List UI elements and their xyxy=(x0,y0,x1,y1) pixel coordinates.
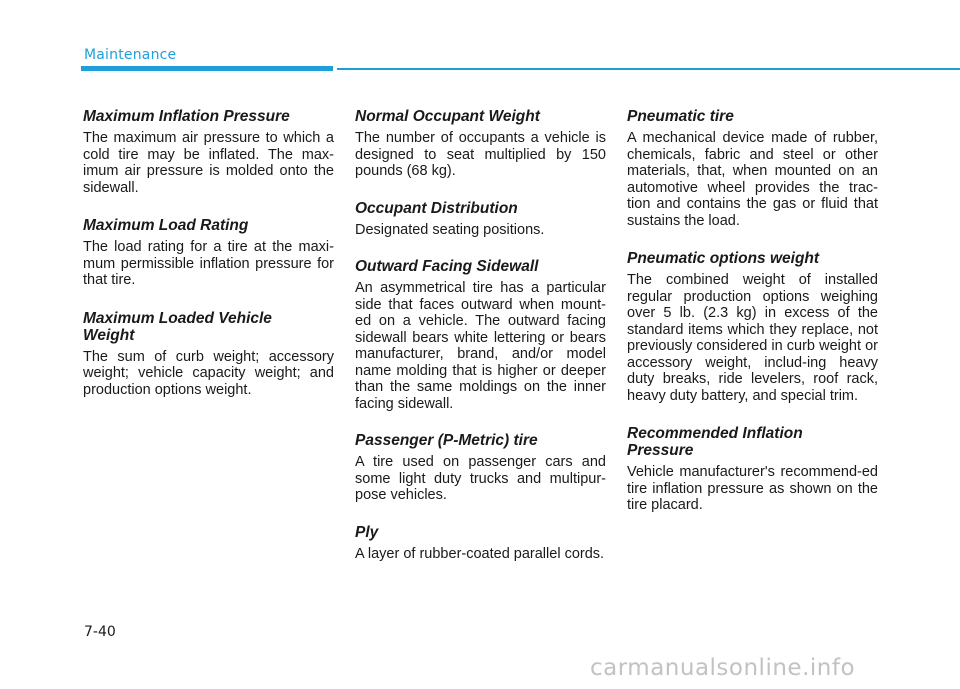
header-rule-thin xyxy=(337,68,960,70)
entry-term: Passenger (P-Metric) tire xyxy=(355,432,538,449)
entry-term: Maximum Inflation Pressure xyxy=(83,108,290,125)
glossary-entry xyxy=(355,108,606,180)
glossary-entry xyxy=(355,200,606,239)
entry-term: Outward Facing Sidewall xyxy=(355,258,539,275)
entry-definition: Vehicle manufacturer's recommend-ed tire inflation pressure as shown on the tire placard. xyxy=(627,464,878,513)
entry-definition: A tire used on passenger cars and some light duty trucks and multipur-pose vehicles. xyxy=(355,454,606,503)
page-number: 7-40 xyxy=(84,624,116,640)
column-3 xyxy=(627,108,878,514)
glossary-entry xyxy=(627,108,878,229)
glossary-entry xyxy=(83,217,334,289)
section-title: Maintenance xyxy=(84,47,177,63)
glossary-entry xyxy=(627,425,878,514)
entry-definition: The sum of curb weight; accessory weight; vehicle capacity weight; and production options weight. xyxy=(83,348,334,398)
entry-definition: The maximum air pressure to which a cold tire may be inflated. The max-imum air pressure is molded onto the sidewall. xyxy=(83,130,334,196)
entry-term: Maximum Loaded Vehicle Weight xyxy=(83,309,272,344)
glossary-entry xyxy=(83,108,334,196)
glossary-entry xyxy=(355,432,606,504)
header-rule-thick xyxy=(81,66,333,71)
entry-definition: The combined weight of installed regular production options weighing over 5 lb. (2.3 kg) in excess of the standard items which they replace, not previously considered in curb weight or accessory weight, includ-ing heavy duty breaks, ride levelers, roof rack, heavy duty battery, and special trim. xyxy=(627,272,878,404)
entry-term: Occupant Distribution xyxy=(355,199,518,217)
entry-definition: The number of occupants a vehicle is designed to seat multiplied by 150 pounds (68 kg). xyxy=(355,130,606,179)
column-2 xyxy=(355,108,606,562)
entry-term: Maximum Load Rating xyxy=(83,217,249,234)
glossary-entry xyxy=(355,524,606,563)
entry-definition: A layer of rubber-coated parallel cords. xyxy=(355,545,605,562)
entry-term: Recommended Inflation Pressure xyxy=(627,425,803,459)
column-1 xyxy=(83,108,334,398)
entry-term: Ply xyxy=(355,523,379,541)
entry-definition: A mechanical device made of rubber, chemicals, fabric and steel or other materials, that, when mounted on an automotive wheel provides the trac-tion and contains the gas or fluid that sustains the load. xyxy=(627,130,878,229)
watermark-link[interactable]: carmanualsonline.info xyxy=(590,655,856,681)
entry-term: Pneumatic options weight xyxy=(627,250,820,267)
glossary-entry xyxy=(83,310,334,399)
entry-term: Pneumatic tire xyxy=(627,108,734,125)
entry-definition: An asymmetrical tire has a particular side that faces outward when mount-ed on a vehicle. The outward facing sidewall bears white lettering or bears manufacturer, brand, and/or model name molding that is higher or deeper than the same moldings on the inner facing sidewall. xyxy=(355,280,606,412)
glossary-entry xyxy=(355,258,606,412)
glossary-entry xyxy=(627,250,878,404)
entry-definition: The load rating for a tire at the maxi-mum permissible inflation pressure for that tire. xyxy=(83,239,334,288)
entry-term: Normal Occupant Weight xyxy=(355,108,540,125)
entry-definition: Designated seating positions. xyxy=(355,221,545,238)
